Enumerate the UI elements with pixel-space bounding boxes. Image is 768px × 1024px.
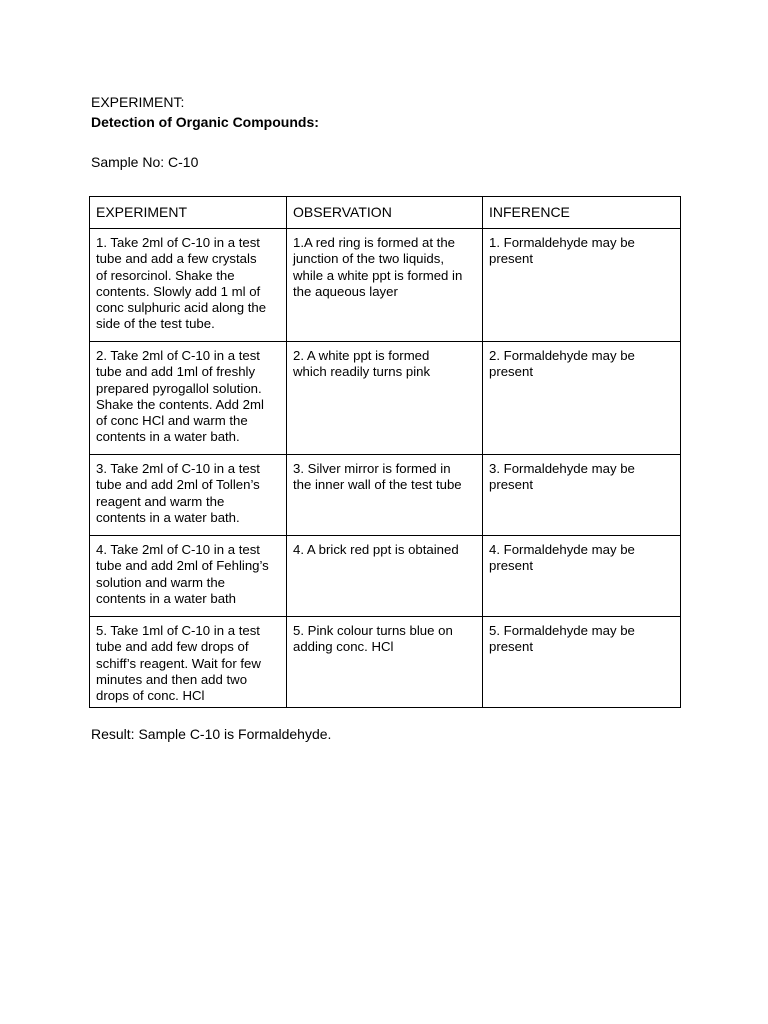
table-header-row [90,197,681,229]
inference-cell: 4. Formaldehyde may be present [483,536,681,617]
column-header-experiment: EXPERIMENT [90,197,287,229]
result-statement: Result: Sample C-10 is Formaldehyde. [91,726,332,742]
table-row [90,617,681,708]
inference-cell: 5. Formaldehyde may be present [483,617,681,708]
experiment-cell: 5. Take 1ml of C-10 in a test tube and add few drops of schiff’s reagent. Wait for few minutes and then add two drops of conc. HCl [90,617,287,708]
inference-cell: 3. Formaldehyde may be present [483,455,681,536]
inference-cell: 2. Formaldehyde may be present [483,342,681,455]
table-row [90,342,681,455]
experiment-cell: 2. Take 2ml of C-10 in a test tube and add 1ml of freshly prepared pyrogallol solution. Shake the contents. Add 2ml of conc HCl and warm the contents in a water bath. [90,342,287,455]
sample-number: Sample No: C-10 [91,154,199,170]
experiment-table [89,196,681,708]
experiment-cell: 1. Take 2ml of C-10 in a test tube and add a few crystals of resorcinol. Shake the contents. Slowly add 1 ml of conc sulphuric acid along the side of the test tube. [90,229,287,342]
observation-cell: 3. Silver mirror is formed in the inner wall of the test tube [287,455,483,536]
experiment-cell: 3. Take 2ml of C-10 in a test tube and add 2ml of Tollen’s reagent and warm the contents in a water bath. [90,455,287,536]
document-title: Detection of Organic Compounds: [91,114,319,130]
observation-cell: 1.A red ring is formed at the junction of the two liquids, while a white ppt is formed in the aqueous layer [287,229,483,342]
table-row [90,536,681,617]
observation-cell: 5. Pink colour turns blue on adding conc. HCl [287,617,483,708]
observation-cell: 4. A brick red ppt is obtained [287,536,483,617]
inference-cell: 1. Formaldehyde may be present [483,229,681,342]
table-row [90,229,681,342]
experiment-cell: 4. Take 2ml of C-10 in a test tube and add 2ml of Fehling’s solution and warm the contents in a water bath [90,536,287,617]
column-header-observation: OBSERVATION [287,197,483,229]
observation-cell: 2. A white ppt is formed which readily turns pink [287,342,483,455]
column-header-inference: INFERENCE [483,197,681,229]
table-row [90,455,681,536]
experiment-label: EXPERIMENT: [91,94,185,110]
